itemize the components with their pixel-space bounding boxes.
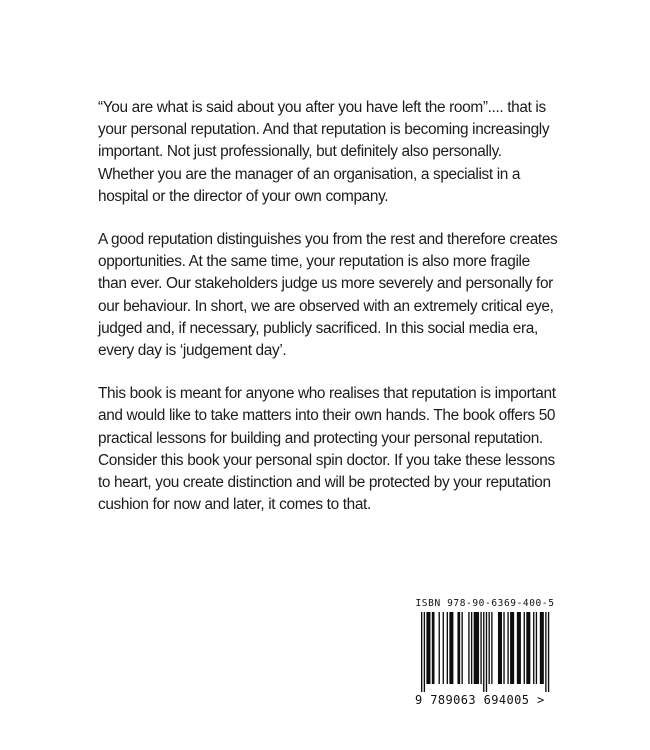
barcode-bar: [517, 612, 521, 684]
barcode-bar: [462, 612, 463, 684]
barcode-guard-bar: [545, 612, 546, 692]
blurb-text: [98, 97, 560, 537]
barcode-guard-bar: [424, 612, 425, 692]
barcode-bar: [449, 612, 453, 684]
barcode-bar: [533, 612, 534, 684]
barcode-bar: [498, 612, 502, 684]
barcode-guard-bar: [548, 612, 549, 692]
barcode-guard-bar: [421, 612, 422, 692]
barcode-bar: [439, 612, 440, 684]
barcode-bar: [503, 612, 504, 684]
blurb-paragraph-1: “You are what is said about you after you have left the room”.... that is your personal reputation. And that reputation is becoming increasingly important. Not just professionally, but definitely also personally. Whether you are the manager of an organisation, a specialist in a hospital or the director of your own company.: [98, 99, 550, 205]
barcode-bar: [471, 612, 472, 684]
barcode-guard-bar: [483, 612, 484, 692]
barcode-bar: [426, 612, 430, 684]
barcode-bar: [536, 612, 537, 684]
blurb-paragraph-3: This book is meant for anyone who realises that reputation is important and would like to take matters into their own hands. The book offers 50 practical lessons for building and protecting your personal reputation. Consider this book your personal spin doctor. If you take these lessons to heart, you create distinction and will be protected by your reputation cushion for now and later, it comes to that.: [98, 385, 556, 514]
barcode-bar: [480, 612, 481, 684]
barcode-digits: 9 789063 694005 >: [415, 693, 545, 707]
barcode-bar: [432, 612, 435, 684]
barcode-bar: [524, 612, 525, 684]
barcode-guard-bar: [486, 612, 487, 692]
barcode-bar: [443, 612, 444, 684]
barcode-bar: [491, 612, 492, 684]
barcode-bar: [489, 612, 490, 684]
isbn-label: ISBN 978-90-6369-400-5: [415, 598, 555, 609]
barcode-bars: [415, 612, 555, 694]
barcode-bar: [457, 612, 460, 684]
barcode-bar: [468, 612, 469, 684]
barcode-bar: [540, 612, 544, 684]
isbn-barcode: [415, 598, 555, 707]
barcode-bar: [510, 612, 514, 684]
blurb-paragraph-2: A good reputation distinguishes you from the rest and therefore creates opportunities. At the same time, your reputation is also more fragile than ever. Our stakeholders judge us more severely and personally for our behaviour. In short, we are observed with an extremely critical eye, judged and, if necessary, publicly sacrificed. In this social media era, every day is ‘judgement day’.: [98, 231, 558, 360]
barcode-bar: [507, 612, 508, 684]
barcode-bar: [474, 612, 479, 684]
barcode-bar: [526, 612, 530, 684]
barcode-bar: [447, 612, 448, 684]
